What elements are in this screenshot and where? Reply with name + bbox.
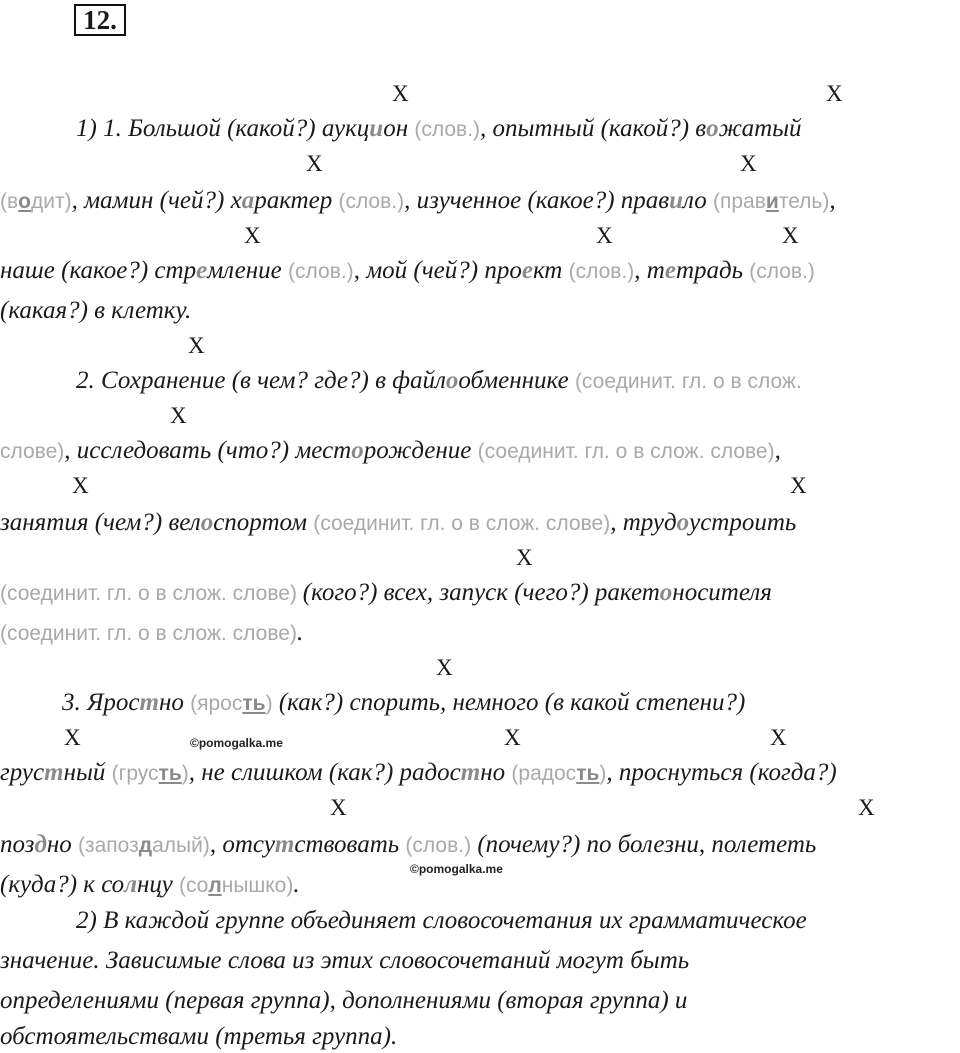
text-line: 2) В каждой группе объединяет словосочетания их грамматическое [76,907,807,934]
x-mark: X [596,223,613,248]
text-line: обстоятельствами (третья группа). [0,1023,398,1050]
x-mark: X [306,151,323,176]
text-line: наше (какое?) стремление (слов.), мой (чей?) проект (слов.), тетрадь (слов.) [0,257,815,284]
text-line: 1) 1. Большой (какой?) аукцион (слов.), опытный (какой?) вожатый [76,115,802,142]
x-mark: X [244,223,261,248]
text-line: слове), исследовать (что?) месторождение (соединит. гл. о в слож. слове), [0,437,781,464]
x-mark: X [826,81,843,106]
text-line: (соединит. гл. о в слож. слове) (кого?) всех, запуск (чего?) ракетоносителя [0,579,772,606]
watermark: ©pomogalka.me [410,862,503,876]
task-number: 12. [74,4,126,36]
text-line: 2. Сохранение (в чем? где?) в файлообменнике (соединит. гл. о в слож. [76,367,802,394]
x-mark: X [504,725,521,750]
x-mark: X [770,725,787,750]
x-mark: X [72,473,89,498]
text-line: (куда?) к солнцу (солнышко). [0,871,300,898]
text-line: 3. Яростно (ярость) (как?) спорить, немного (в какой степени?) [62,689,746,716]
text-line: значение. Зависимые слова из этих словосочетаний могут быть [0,947,690,974]
x-mark: X [516,545,533,570]
text-line: поздно (запоздалый), отсутствовать (слов.) (почему?) по болезни, полететь [0,831,817,858]
text-line: (соединит. гл. о в слож. слове). [0,619,304,646]
x-mark: X [436,655,453,680]
x-mark: X [170,403,187,428]
text-line: занятия (чем?) велоспортом (соединит. гл. о в слож. слове), трудоустроить [0,509,797,536]
text-line: определениями (первая группа), дополнениями (вторая группа) и [0,987,688,1014]
x-mark: X [330,795,347,820]
x-mark: X [782,223,799,248]
x-mark: X [790,473,807,498]
text-line: (водит), мамин (чей?) характер (слов.), изученное (какое?) правило (правитель), [0,187,836,214]
x-mark: X [858,795,875,820]
x-mark: X [188,333,205,358]
watermark: ©pomogalka.me [190,736,283,750]
x-mark: X [740,151,757,176]
x-mark: X [64,725,81,750]
text-line: грустный (грусть), не слишком (как?) радостно (радость), проснуться (когда?) [0,759,837,786]
x-mark: X [392,81,409,106]
text-line: (какая?) в клетку. [0,297,192,324]
